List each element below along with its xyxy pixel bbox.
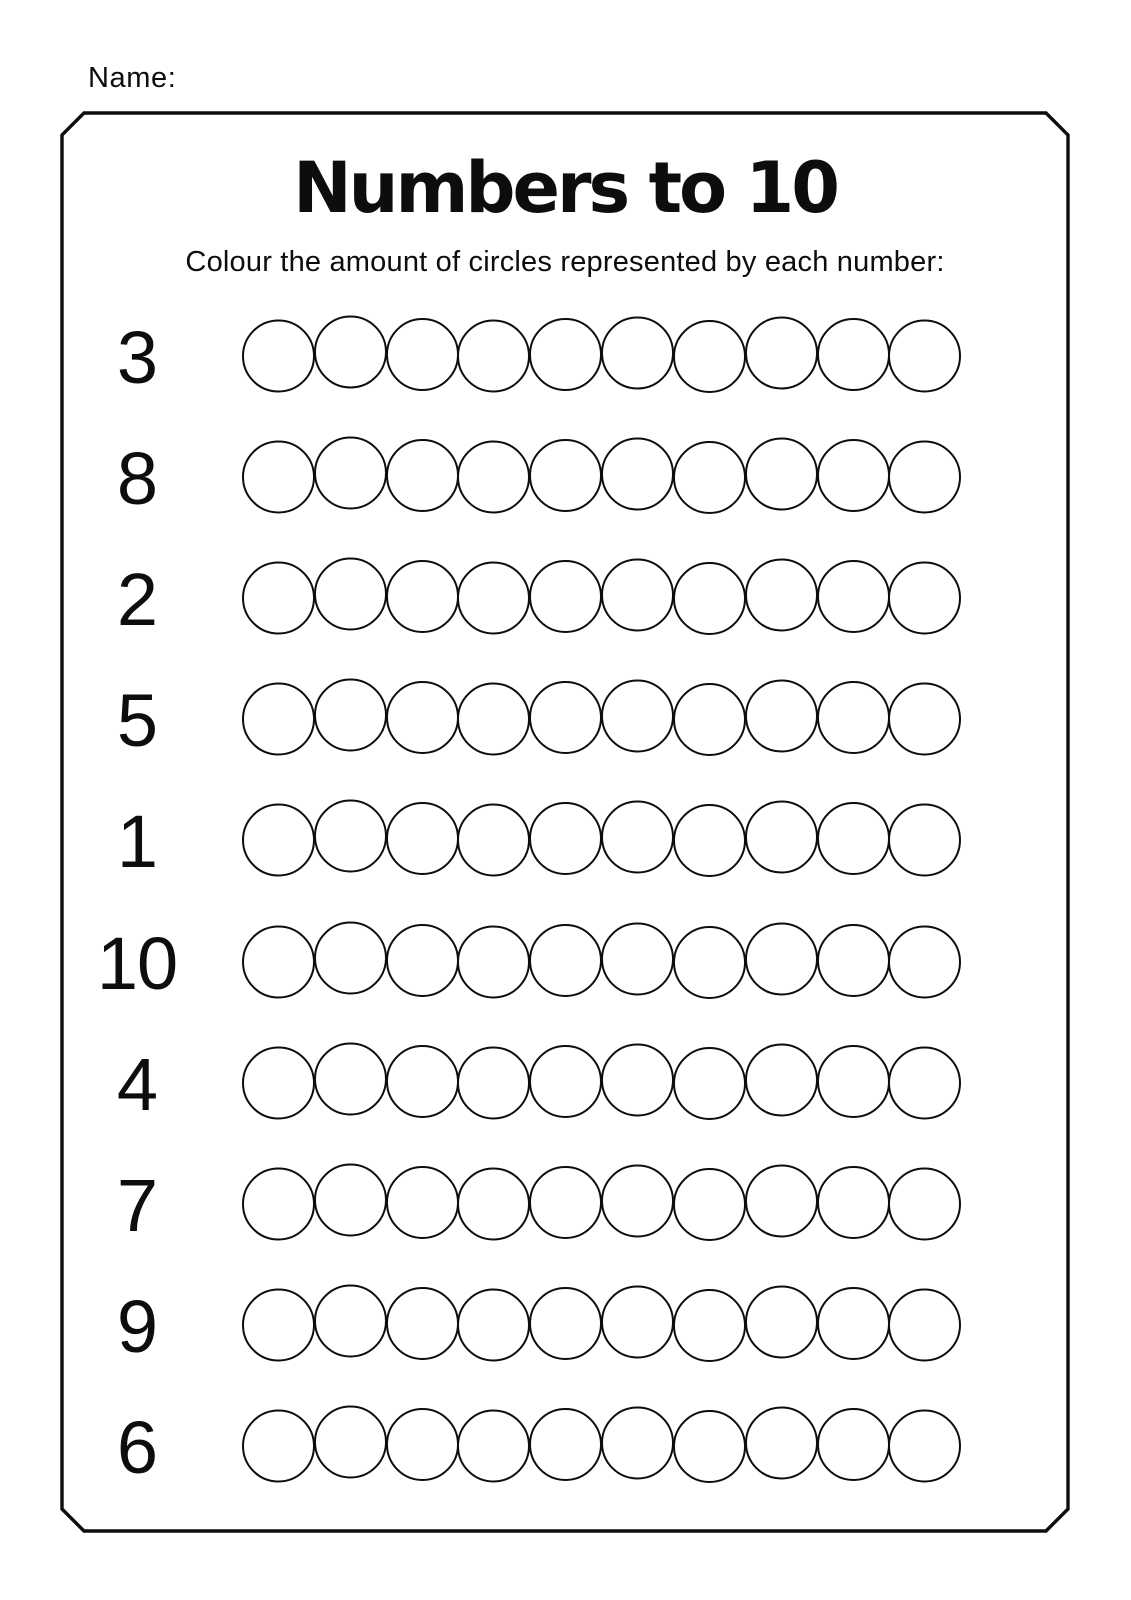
colour-circle[interactable]: [242, 1168, 315, 1241]
number-row: [0, 317, 1131, 397]
colour-circle[interactable]: [888, 562, 961, 635]
colour-circle[interactable]: [386, 681, 459, 754]
colour-circle[interactable]: [745, 1044, 818, 1117]
colour-circle[interactable]: [529, 1166, 602, 1239]
circle-strip: [242, 318, 960, 391]
row-number-label: 2: [116, 557, 158, 641]
row-number-label: 3: [116, 315, 158, 399]
colour-circle[interactable]: [673, 441, 746, 514]
colour-circle[interactable]: [888, 1289, 961, 1362]
colour-circle[interactable]: [242, 320, 315, 393]
colour-circle[interactable]: [457, 1289, 530, 1362]
number-row: [0, 923, 1131, 1003]
number-row: [0, 438, 1131, 518]
colour-circle[interactable]: [601, 1286, 674, 1359]
colour-circle[interactable]: [457, 926, 530, 999]
colour-circle[interactable]: [601, 801, 674, 874]
row-number-label: 10: [96, 921, 178, 1005]
colour-circle[interactable]: [242, 1047, 315, 1120]
colour-circle[interactable]: [457, 683, 530, 756]
colour-circle[interactable]: [314, 437, 387, 510]
circle-strip: [242, 1166, 960, 1239]
colour-circle[interactable]: [888, 320, 961, 393]
colour-circle[interactable]: [386, 924, 459, 997]
colour-circle[interactable]: [601, 1165, 674, 1238]
colour-circle[interactable]: [457, 804, 530, 877]
circle-strip: [242, 924, 960, 997]
colour-circle[interactable]: [673, 1410, 746, 1483]
colour-circle[interactable]: [314, 1043, 387, 1116]
circle-strip: [242, 802, 960, 875]
colour-circle[interactable]: [314, 1406, 387, 1479]
colour-circle[interactable]: [673, 804, 746, 877]
colour-circle[interactable]: [673, 683, 746, 756]
colour-circle[interactable]: [601, 923, 674, 996]
colour-circle[interactable]: [242, 1289, 315, 1362]
colour-circle[interactable]: [745, 680, 818, 753]
colour-circle[interactable]: [745, 923, 818, 996]
colour-circle[interactable]: [386, 1287, 459, 1360]
colour-circle[interactable]: [745, 1407, 818, 1480]
colour-circle[interactable]: [817, 924, 890, 997]
circle-strip: [242, 439, 960, 512]
colour-circle[interactable]: [888, 683, 961, 756]
colour-circle[interactable]: [601, 438, 674, 511]
colour-circle[interactable]: [888, 1047, 961, 1120]
row-number-label: 7: [116, 1163, 158, 1247]
number-row: [0, 1286, 1131, 1366]
colour-circle[interactable]: [314, 800, 387, 873]
colour-circle[interactable]: [817, 1408, 890, 1481]
colour-circle[interactable]: [529, 1045, 602, 1118]
number-row: [0, 680, 1131, 760]
circle-strip: [242, 681, 960, 754]
number-row: [0, 1165, 1131, 1245]
colour-circle[interactable]: [386, 802, 459, 875]
colour-circle[interactable]: [314, 558, 387, 631]
colour-circle[interactable]: [817, 1287, 890, 1360]
colour-circle[interactable]: [888, 1410, 961, 1483]
circle-strip: [242, 1287, 960, 1360]
colour-circle[interactable]: [888, 804, 961, 877]
colour-circle[interactable]: [314, 1285, 387, 1358]
row-number-label: 9: [116, 1284, 158, 1368]
colour-circle[interactable]: [529, 560, 602, 633]
colour-circle[interactable]: [601, 559, 674, 632]
colour-circle[interactable]: [314, 679, 387, 752]
colour-circle[interactable]: [673, 562, 746, 635]
name-label: Name:: [88, 62, 177, 94]
colour-circle[interactable]: [242, 804, 315, 877]
colour-circle[interactable]: [745, 801, 818, 874]
colour-circle[interactable]: [601, 1044, 674, 1117]
colour-circle[interactable]: [457, 320, 530, 393]
colour-circle[interactable]: [386, 318, 459, 391]
colour-circle[interactable]: [242, 926, 315, 999]
colour-circle[interactable]: [745, 559, 818, 632]
colour-circle[interactable]: [529, 1287, 602, 1360]
number-row: [0, 559, 1131, 639]
colour-circle[interactable]: [673, 320, 746, 393]
colour-circle[interactable]: [888, 441, 961, 514]
colour-circle[interactable]: [314, 922, 387, 995]
colour-circle[interactable]: [242, 562, 315, 635]
colour-circle[interactable]: [673, 1047, 746, 1120]
number-row: [0, 1044, 1131, 1124]
colour-circle[interactable]: [673, 926, 746, 999]
colour-circle[interactable]: [386, 1408, 459, 1481]
colour-circle[interactable]: [242, 683, 315, 756]
row-number-label: 4: [116, 1042, 158, 1126]
colour-circle[interactable]: [457, 1047, 530, 1120]
worksheet-instruction: Colour the amount of circles represented by each number:: [185, 246, 945, 278]
number-row: [0, 801, 1131, 881]
colour-circle[interactable]: [673, 1168, 746, 1241]
colour-circle[interactable]: [673, 1289, 746, 1362]
colour-circle[interactable]: [817, 318, 890, 391]
colour-circle[interactable]: [817, 1045, 890, 1118]
colour-circle[interactable]: [242, 441, 315, 514]
row-number-label: 8: [116, 436, 158, 520]
colour-circle[interactable]: [457, 1168, 530, 1241]
colour-circle[interactable]: [601, 317, 674, 390]
number-row: [0, 1407, 1131, 1487]
colour-circle[interactable]: [888, 926, 961, 999]
colour-circle[interactable]: [314, 316, 387, 389]
colour-circle[interactable]: [601, 1407, 674, 1480]
colour-circle[interactable]: [457, 441, 530, 514]
colour-circle[interactable]: [529, 924, 602, 997]
circle-strip: [242, 560, 960, 633]
colour-circle[interactable]: [745, 1165, 818, 1238]
colour-circle[interactable]: [888, 1168, 961, 1241]
colour-circle[interactable]: [529, 318, 602, 391]
colour-circle[interactable]: [529, 439, 602, 512]
colour-circle[interactable]: [817, 439, 890, 512]
row-number-label: 5: [116, 678, 158, 762]
colour-circle[interactable]: [457, 1410, 530, 1483]
colour-circle[interactable]: [386, 1045, 459, 1118]
colour-circle[interactable]: [817, 1166, 890, 1239]
colour-circle[interactable]: [745, 438, 818, 511]
colour-circle[interactable]: [601, 680, 674, 753]
circle-strip: [242, 1408, 960, 1481]
colour-circle[interactable]: [529, 802, 602, 875]
colour-circle[interactable]: [817, 681, 890, 754]
colour-circle[interactable]: [386, 560, 459, 633]
colour-circle[interactable]: [817, 560, 890, 633]
circle-strip: [242, 1045, 960, 1118]
colour-circle[interactable]: [745, 317, 818, 390]
row-number-label: 1: [116, 799, 158, 883]
worksheet-title: Numbers to 10: [293, 147, 837, 229]
colour-circle[interactable]: [386, 439, 459, 512]
colour-circle[interactable]: [817, 802, 890, 875]
colour-circle[interactable]: [386, 1166, 459, 1239]
colour-circle[interactable]: [529, 681, 602, 754]
colour-circle[interactable]: [314, 1164, 387, 1237]
colour-circle[interactable]: [745, 1286, 818, 1359]
row-number-label: 6: [116, 1405, 158, 1489]
colour-circle[interactable]: [529, 1408, 602, 1481]
colour-circle[interactable]: [457, 562, 530, 635]
colour-circle[interactable]: [242, 1410, 315, 1483]
